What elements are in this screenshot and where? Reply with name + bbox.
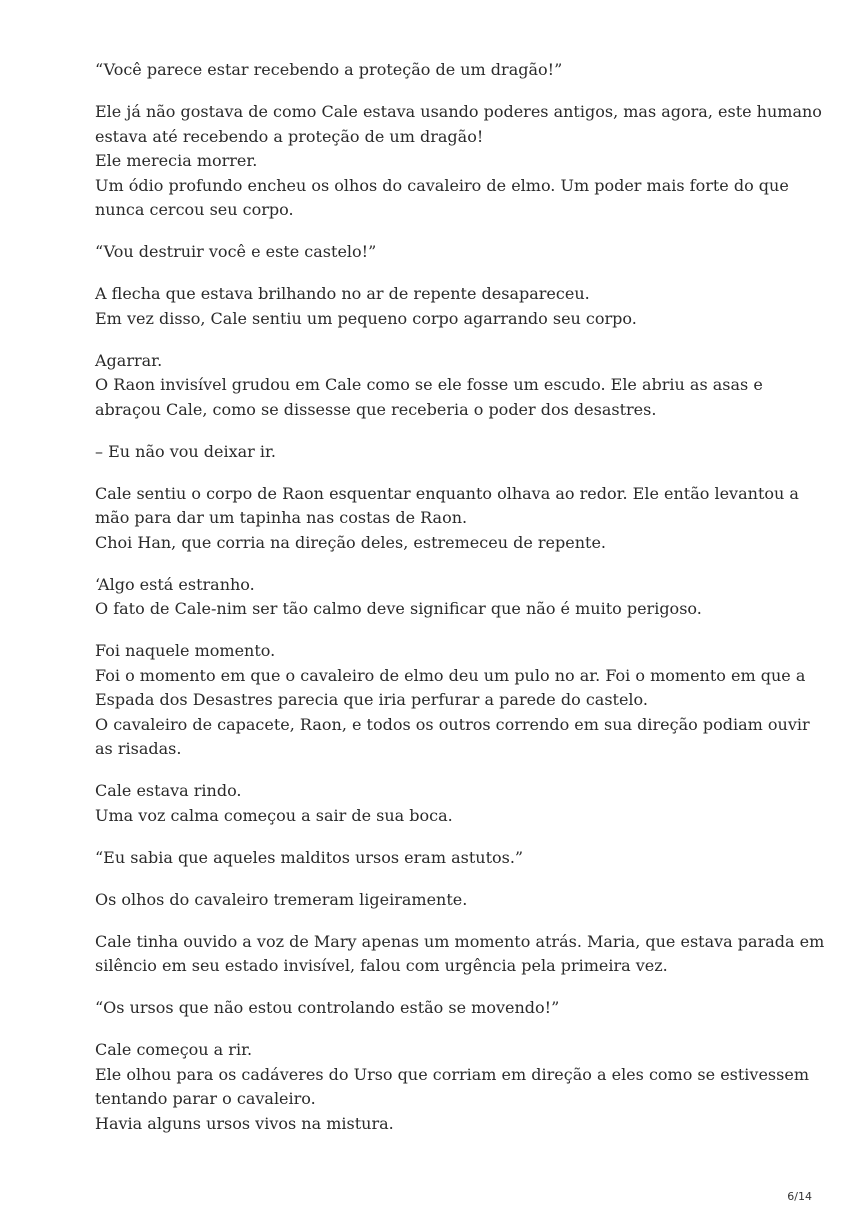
- paragraph: [95, 1038, 809, 1136]
- paragraph: [95, 888, 795, 913]
- paragraph: [95, 282, 795, 331]
- paragraph: [95, 573, 795, 622]
- text-line: Uma voz calma começou a sair de sua boca.: [95, 805, 453, 825]
- text-line: “Eu sabia que aqueles malditos ursos eram astutos.”: [95, 847, 524, 867]
- document-body: [95, 58, 825, 1154]
- text-line: Cale estava rindo.: [95, 781, 242, 800]
- text-line: O cavaleiro de capacete, Raon, e todos os outros correndo em sua direção podiam ouvir: [95, 714, 810, 734]
- text-line: Em vez disso, Cale sentiu um pequeno corpo agarrando seu corpo.: [95, 308, 637, 328]
- text-line: Foi o momento em que o cavaleiro de elmo deu um pulo no ar. Foi o momento em que a: [95, 665, 806, 685]
- text-line: Havia alguns ursos vivos na mistura.: [95, 1113, 394, 1133]
- paragraph: [95, 58, 795, 83]
- paragraph: [95, 100, 822, 223]
- text-line: silêncio em seu estado invisível, falou com urgência pela primeira vez.: [95, 956, 668, 975]
- text-line: Espada dos Desastres parecia que iria perfurar a parede do castelo.: [95, 690, 648, 709]
- text-line: Os olhos do cavaleiro tremeram ligeiramente.: [95, 889, 468, 909]
- paragraph: [95, 349, 795, 423]
- text-line: abraçou Cale, como se dissesse que receberia o poder dos desastres.: [95, 399, 657, 419]
- text-line: “Os ursos que não estou controlando estão se movendo!”: [95, 998, 560, 1017]
- text-line: Agarrar.: [95, 350, 163, 370]
- text-line: O Raon invisível grudou em Cale como se ele fosse um escudo. Ele abriu as asas e: [95, 375, 763, 394]
- text-line: Cale tinha ouvido a voz de Mary apenas um momento atrás. Maria, que estava parada em: [95, 931, 825, 951]
- text-line: Ele olhou para os cadáveres do Urso que corriam em direção a eles como se estivessem: [95, 1064, 809, 1084]
- paragraph: [95, 639, 810, 762]
- page-number: 6/14: [787, 1190, 812, 1203]
- paragraph: [95, 930, 825, 979]
- paragraph: [95, 482, 799, 556]
- text-line: Ele já não gostava de como Cale estava usando poderes antigos, mas agora, este humano: [95, 102, 822, 121]
- paragraph: [95, 779, 795, 828]
- text-line: Cale sentiu o corpo de Raon esquentar enquanto olhava ao redor. Ele então levantou a: [95, 483, 799, 503]
- text-line: tentando parar o cavaleiro.: [95, 1089, 316, 1108]
- text-line: as risadas.: [95, 739, 182, 758]
- text-line: Um ódio profundo encheu os olhos do cavaleiro de elmo. Um poder mais forte do que: [95, 175, 789, 195]
- text-line: mão para dar um tapinha nas costas de Raon.: [95, 508, 468, 527]
- text-line: Choi Han, que corria na direção deles, estremeceu de repente.: [95, 532, 606, 552]
- text-line: Foi naquele momento.: [95, 641, 276, 660]
- paragraph: [95, 440, 795, 465]
- text-line: “Você parece estar recebendo a proteção de um dragão!”: [95, 60, 563, 79]
- paragraph: [95, 996, 795, 1021]
- text-line: ‘Algo está estranho.: [95, 574, 255, 594]
- paragraph: [95, 846, 795, 871]
- text-line: Cale começou a rir.: [95, 1040, 253, 1059]
- text-line: estava até recebendo a proteção de um dragão!: [95, 126, 484, 146]
- text-line: Ele merecia morrer.: [95, 151, 258, 170]
- text-line: “Vou destruir você e este castelo!”: [95, 242, 377, 261]
- text-line: nunca cercou seu corpo.: [95, 200, 294, 219]
- text-line: A flecha que estava brilhando no ar de repente desapareceu.: [95, 284, 590, 303]
- text-line: – Eu não vou deixar ir.: [95, 441, 276, 461]
- paragraph: [95, 240, 795, 265]
- text-line: O fato de Cale-nim ser tão calmo deve significar que não é muito perigoso.: [95, 599, 702, 618]
